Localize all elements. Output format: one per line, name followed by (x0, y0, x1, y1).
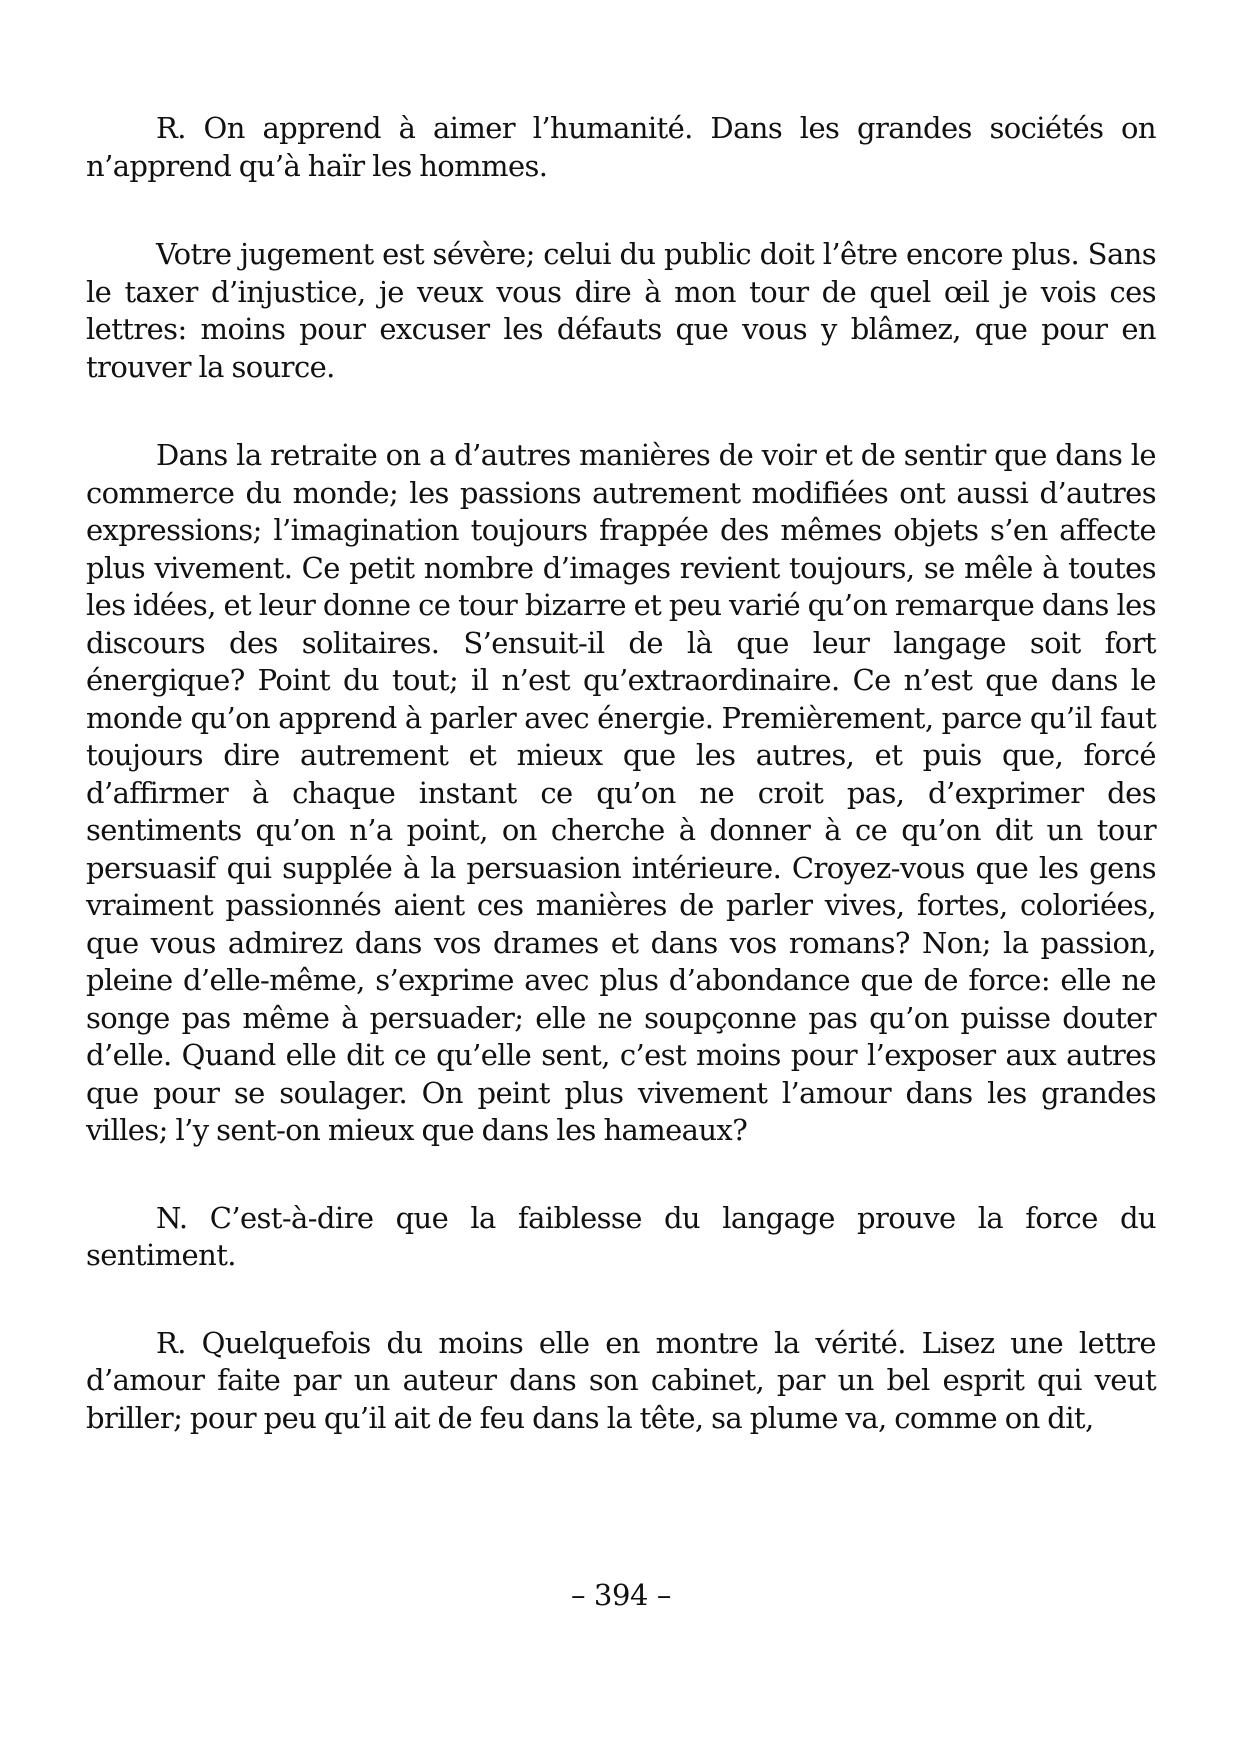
paragraph-3: Dans la retraite on a d’autres manières de voir et de sentir que dans le commerce du monde; les passions autrement modifiées ont aussi d’autres expressions; l’imagination toujours frappée des mêmes objets s’en affecte plus vivement. Ce petit nombre d’images revient toujours, se mêle à toutes les idées, et leur donne ce tour bizarre et peu varié qu’on remarque dans les discours des solitaires. S’ensuit-il de là que leur langage soit fort énergique? Point du tout; il n’est qu’extraordinaire. Ce n’est que dans le monde qu’on apprend à parler avec énergie. Premièrement, parce qu’il faut toujours dire autrement et mieux que les autres, et puis que, forcé d’affirmer à chaque instant ce qu’on ne croit pas, d’exprimer des sentiments qu’on n’a point, on cherche à donner à ce qu’on dit un tour persuasif qui supplée à la persuasion intérieure. Croyez-vous que les gens vraiment passionnés aient ces manières de parler vives, fortes, coloriées, que vous admirez dans vos drames et dans vos romans? Non; la passion, pleine d’elle-même, s’exprime avec plus d’abondance que de force: elle ne songe pas même à persuader; elle ne soupçonne pas qu’on puisse douter d’elle. Quand elle dit ce qu’elle sent, c’est moins pour l’exposer aux autres que pour se soulager. On peint plus vivement l’amour dans les grandes villes; l’y sent-on mieux que dans les hameaux? (86, 438, 1156, 1147)
paragraph-1: R. On apprend à aimer l’humanité. Dans les grandes sociétés on n’apprend qu’à haïr les hommes. (86, 111, 1156, 183)
paragraph-4: N. C’est-à-dire que la faiblesse du langage prouve la force du sentiment. (86, 1200, 1156, 1272)
paragraph-2: Votre jugement est sévère; celui du public doit l’être encore plus. Sans le taxer d’injustice, je veux vous dire à mon tour de quel œil je vois ces lettres: moins pour excuser les défauts que vous y blâmez, que pour en trouver la source. (86, 237, 1156, 384)
page-number: – 394 – (571, 1578, 671, 1612)
body-text (86, 110, 1156, 1437)
paragraph-5: R. Quelquefois du moins elle en montre la vérité. Lisez une lettre d’amour faite par un auteur dans son cabinet, par un bel esprit qui veut briller; pour peu qu’il ait de feu dans la tête, sa plume va, comme on dit, (86, 1325, 1156, 1435)
